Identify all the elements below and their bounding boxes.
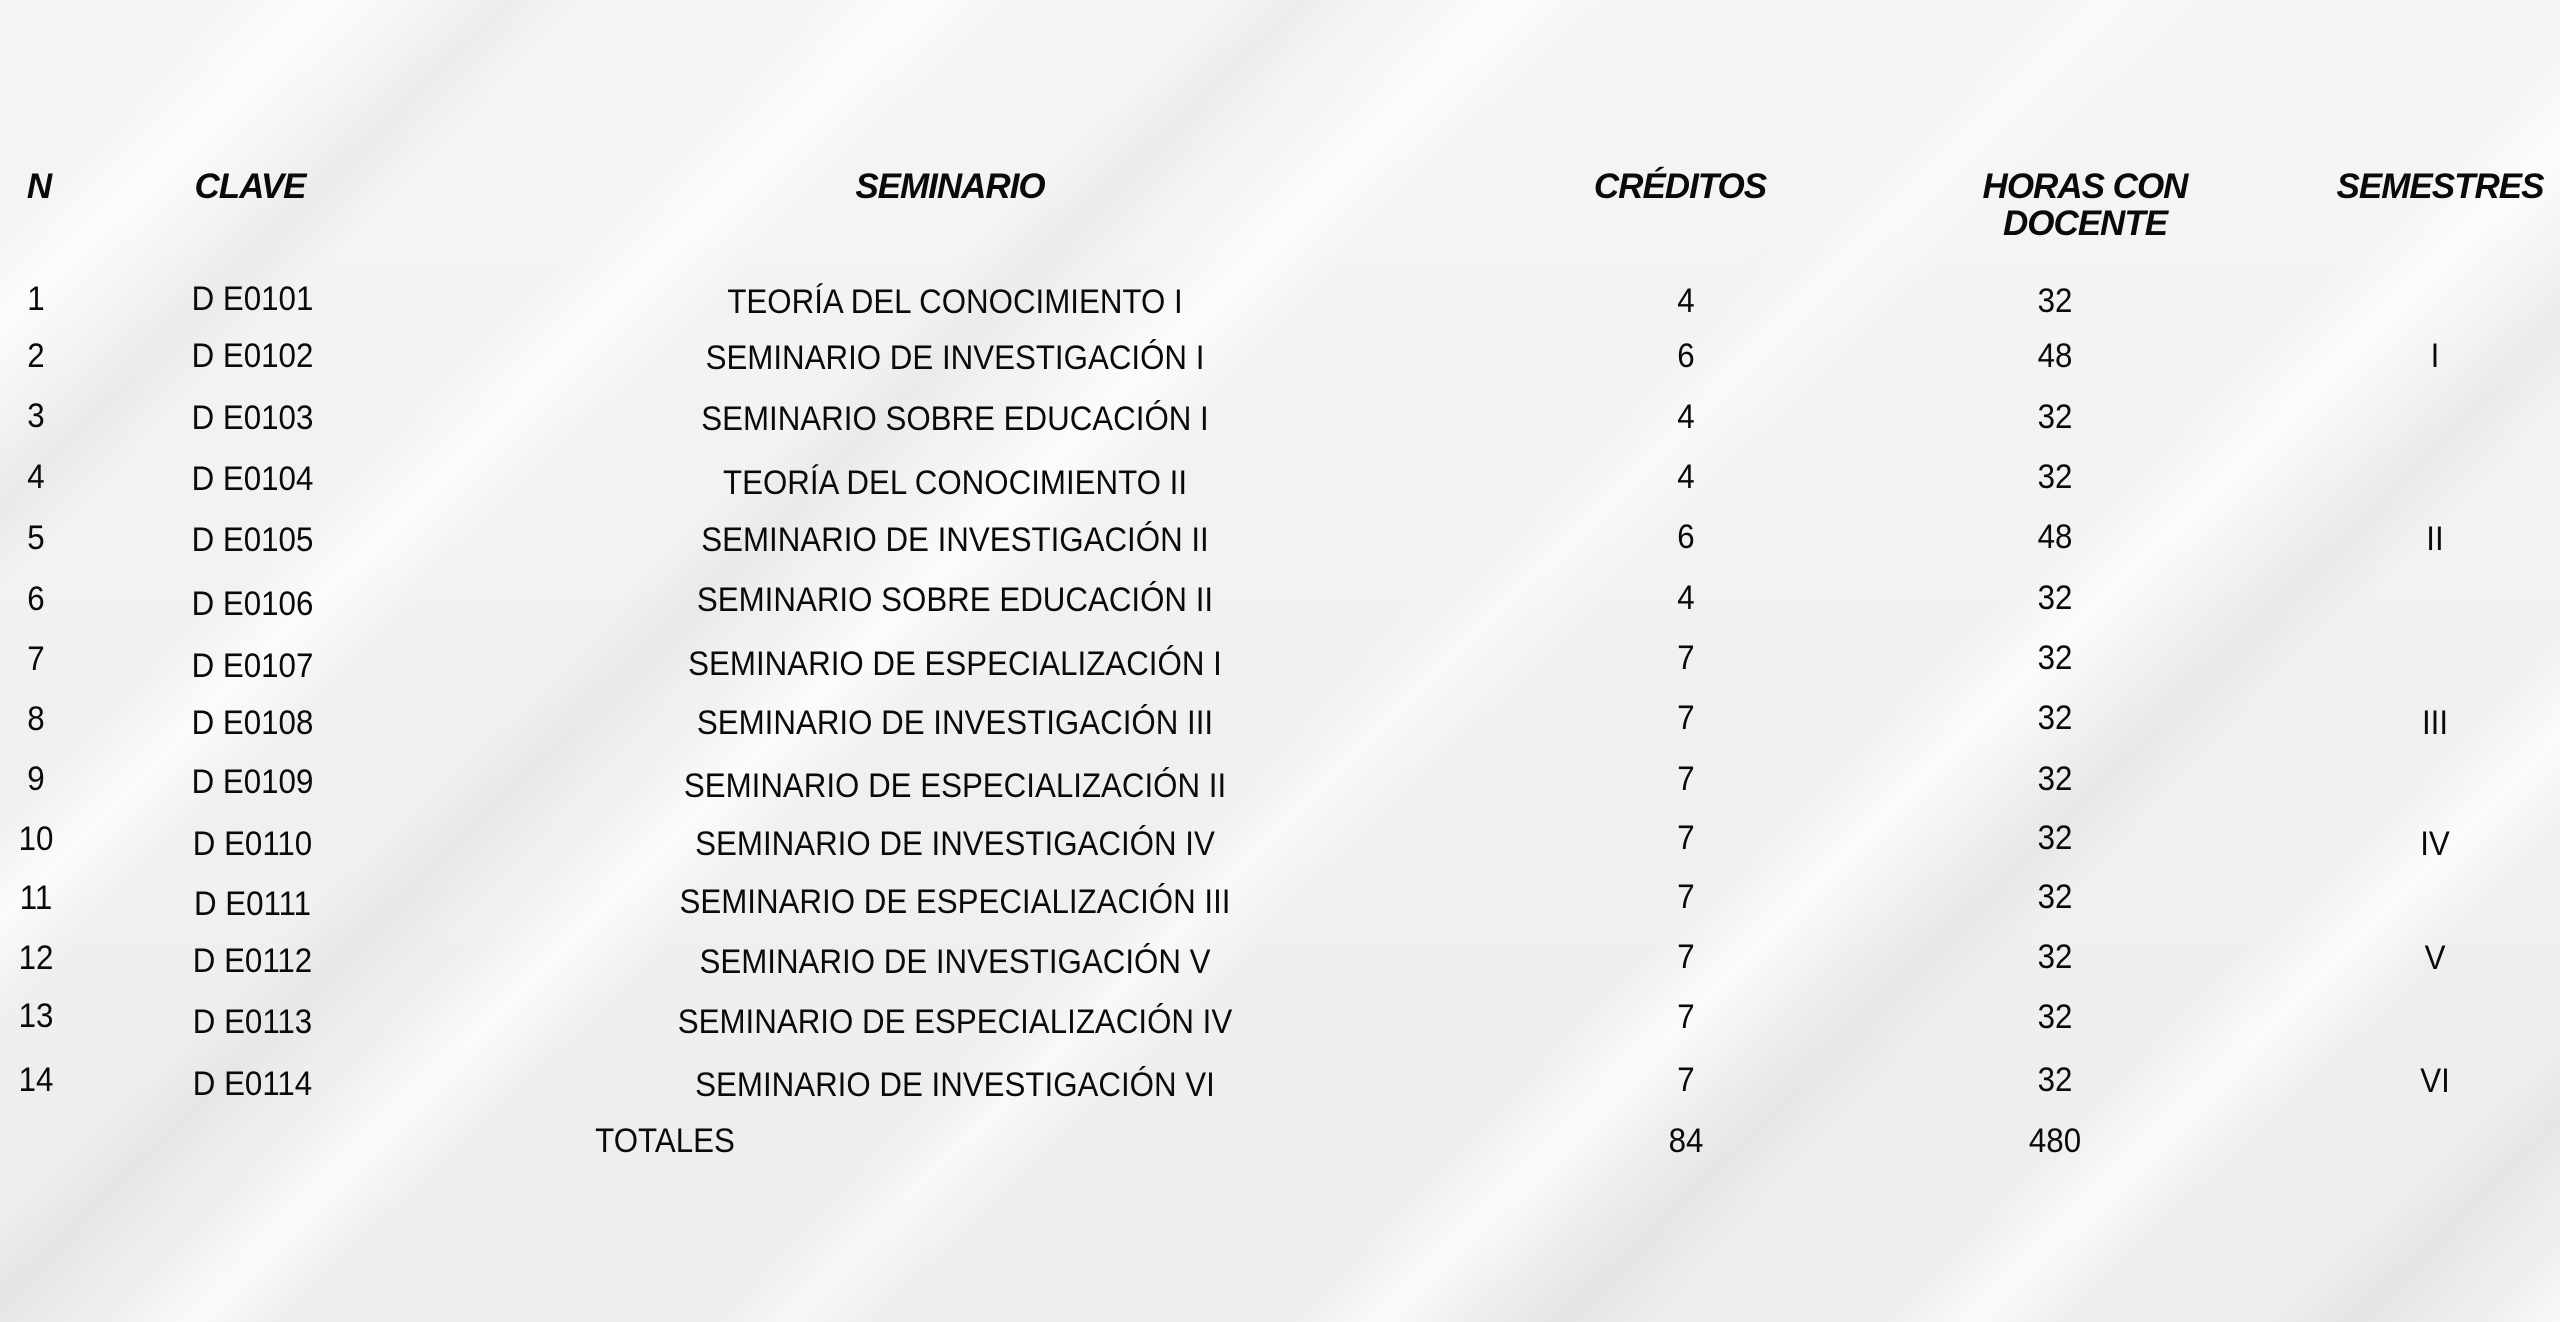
row-horas: 32 <box>2037 579 2073 617</box>
row-creditos: 7 <box>1677 699 1695 737</box>
row-seminario: SEMINARIO DE ESPECIALIZACIÓN III <box>679 883 1231 921</box>
row-creditos: 7 <box>1677 998 1695 1036</box>
row-clave: D E0102 <box>191 337 314 375</box>
row-number: 1 <box>27 280 45 318</box>
row-creditos: 4 <box>1677 579 1695 617</box>
row-creditos: 7 <box>1677 938 1695 976</box>
row-number: 10 <box>18 820 54 858</box>
row-clave: D E0101 <box>191 280 314 318</box>
semestre-label: II <box>2426 520 2444 558</box>
header-creditos: CRÉDITOS <box>1593 167 1767 206</box>
row-horas: 48 <box>2037 518 2073 556</box>
row-horas: 32 <box>2037 878 2073 916</box>
header-semestres: SEMESTRES <box>2336 167 2544 206</box>
header-horas-con-docente: HORAS CON DOCENTE <box>1982 167 2188 243</box>
row-seminario: SEMINARIO DE INVESTIGACIÓN I <box>705 339 1205 377</box>
row-clave: D E0105 <box>191 521 314 559</box>
row-number: 7 <box>27 640 45 678</box>
row-clave: D E0108 <box>191 704 314 742</box>
totales-creditos: 84 <box>1668 1122 1704 1160</box>
row-creditos: 4 <box>1677 282 1695 320</box>
row-number: 6 <box>27 580 45 618</box>
row-horas: 32 <box>2037 1061 2073 1099</box>
row-horas: 48 <box>2037 337 2073 375</box>
row-seminario: SEMINARIO DE INVESTIGACIÓN V <box>699 943 1211 981</box>
row-seminario: SEMINARIO SOBRE EDUCACIÓN I <box>701 400 1209 438</box>
row-horas: 32 <box>2037 282 2073 320</box>
row-seminario: SEMINARIO DE ESPECIALIZACIÓN I <box>688 645 1222 683</box>
row-clave: D E0110 <box>192 825 313 863</box>
row-number: 3 <box>27 397 45 435</box>
row-creditos: 7 <box>1677 819 1695 857</box>
row-horas: 32 <box>2037 938 2073 976</box>
semestre-label: III <box>2421 704 2449 742</box>
row-creditos: 7 <box>1677 878 1695 916</box>
row-seminario: SEMINARIO DE ESPECIALIZACIÓN II <box>683 767 1227 805</box>
semestre-label: I <box>2430 337 2440 375</box>
totales-label: TOTALES <box>595 1122 735 1160</box>
row-creditos: 7 <box>1677 639 1695 677</box>
row-horas: 32 <box>2037 699 2073 737</box>
header-n: N <box>26 167 52 206</box>
row-number: 8 <box>27 700 45 738</box>
row-clave: D E0114 <box>192 1065 313 1103</box>
semestre-label: V <box>2424 939 2446 977</box>
semestre-label: IV <box>2420 825 2450 863</box>
row-number: 4 <box>27 458 45 496</box>
row-seminario: SEMINARIO DE INVESTIGACIÓN II <box>701 521 1209 559</box>
header-clave: CLAVE <box>194 167 306 206</box>
row-clave: D E0111 <box>193 885 312 923</box>
row-number: 11 <box>19 879 53 917</box>
row-clave: D E0109 <box>191 763 314 801</box>
totales-horas: 480 <box>2028 1122 2082 1160</box>
row-creditos: 6 <box>1677 518 1695 556</box>
row-seminario: TEORÍA DEL CONOCIMIENTO II <box>722 464 1188 502</box>
row-clave: D E0103 <box>191 399 314 437</box>
row-number: 5 <box>27 519 45 557</box>
row-horas: 32 <box>2037 639 2073 677</box>
row-clave: D E0112 <box>192 942 313 980</box>
header-seminario: SEMINARIO <box>855 167 1045 206</box>
row-number: 14 <box>18 1061 54 1099</box>
row-creditos: 4 <box>1677 458 1695 496</box>
row-horas: 32 <box>2037 819 2073 857</box>
row-horas: 32 <box>2037 760 2073 798</box>
row-number: 12 <box>18 939 54 977</box>
row-clave: D E0106 <box>191 585 314 623</box>
row-creditos: 6 <box>1677 337 1695 375</box>
row-creditos: 7 <box>1677 760 1695 798</box>
row-number: 2 <box>27 337 45 375</box>
row-seminario: SEMINARIO DE INVESTIGACIÓN VI <box>695 1066 1215 1104</box>
row-seminario: SEMINARIO DE INVESTIGACIÓN III <box>696 704 1214 742</box>
row-horas: 32 <box>2037 398 2073 436</box>
semestre-label: VI <box>2420 1062 2450 1100</box>
row-seminario: SEMINARIO DE ESPECIALIZACIÓN IV <box>677 1003 1233 1041</box>
row-creditos: 7 <box>1677 1061 1695 1099</box>
row-clave: D E0107 <box>191 647 314 685</box>
row-seminario: SEMINARIO SOBRE EDUCACIÓN II <box>696 581 1214 619</box>
row-clave: D E0104 <box>191 460 314 498</box>
row-seminario: SEMINARIO DE INVESTIGACIÓN IV <box>695 825 1215 863</box>
row-horas: 32 <box>2037 458 2073 496</box>
row-clave: D E0113 <box>192 1003 313 1041</box>
row-number: 9 <box>27 760 45 798</box>
row-horas: 32 <box>2037 998 2073 1036</box>
row-number: 13 <box>18 997 54 1035</box>
row-seminario: TEORÍA DEL CONOCIMIENTO I <box>727 283 1183 321</box>
row-creditos: 4 <box>1677 398 1695 436</box>
